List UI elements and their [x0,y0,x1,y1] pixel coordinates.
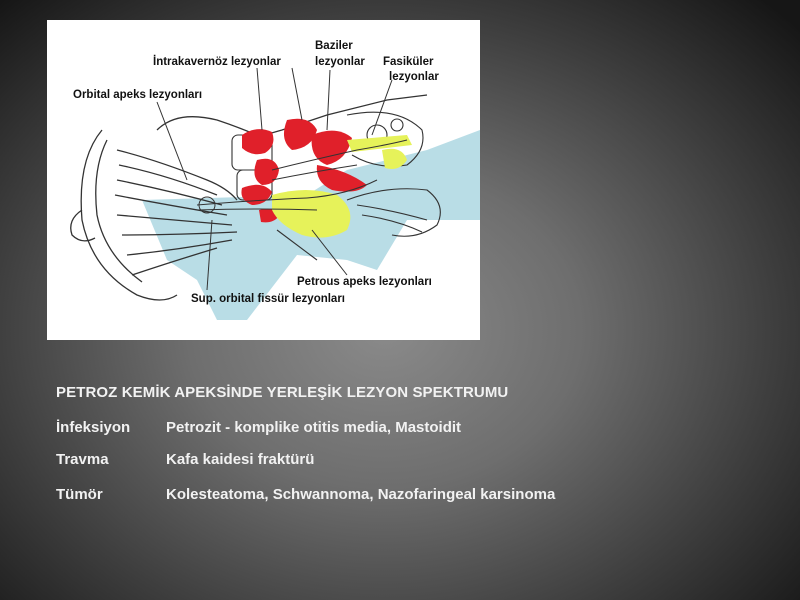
category-key: Tümör [56,486,103,503]
category-key: İnfeksiyon [56,419,131,436]
label-intracavernous: İntrakavernöz lezyonlar [153,56,281,68]
category-value: Kafa kaidesi fraktürü [166,451,315,468]
slide-heading: PETROZ KEMİK APEKSİNDE YERLEŞİK LEZYON SPEKTRUMU [56,384,509,401]
anatomy-figure [47,20,480,340]
category-value: Kolesteatoma, Schwannoma, Nazofaringeal karsinoma [166,486,556,503]
category-value: Petrozit - komplike otitis media, Mastoidit [166,419,462,436]
label-basilar-line1: Baziler [315,40,353,52]
label-basilar-line2: lezyonlar [315,56,365,68]
label-fascicular-line2: lezyonlar [389,71,439,83]
category-key: Travma [56,451,109,468]
label-fascicular-line1: Fasiküler [383,56,434,68]
label-sup-orbital-fissure: Sup. orbital fissür lezyonları [191,293,346,305]
label-petrous-apex: Petrous apeks lezyonları [297,276,432,288]
label-orbital-apex: Orbital apeks lezyonları [73,89,203,101]
